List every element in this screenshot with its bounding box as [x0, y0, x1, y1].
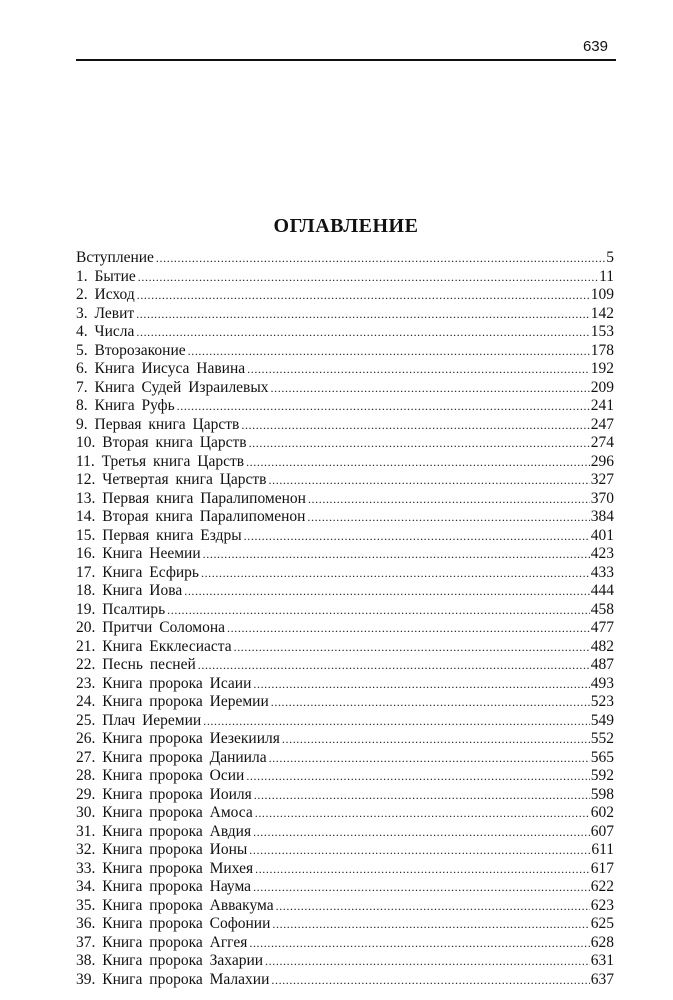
toc-entry-label: 21. Книга Екклесиаста [76, 637, 232, 655]
toc-dot-leader [307, 508, 589, 527]
toc-dot-leader [254, 786, 590, 805]
toc-dot-leader [308, 490, 590, 509]
toc-entry-label: 34. Книга пророка Наума [76, 878, 252, 895]
toc-entry-label: 39. Книга пророка Малахии [76, 970, 270, 988]
toc-entry-label: 19. Псалтирь [76, 600, 166, 618]
toc-entry-label: 25. Плач Иеремии [76, 711, 202, 729]
toc-dot-leader [269, 471, 590, 490]
toc-entry-page: 637 [590, 970, 614, 988]
toc-dot-leader [167, 601, 590, 620]
toc-dot-leader [234, 638, 590, 657]
toc-dot-leader [249, 841, 590, 860]
page-title: ОГЛАВЛЕНИЕ [273, 215, 419, 237]
toc-dot-leader [271, 379, 590, 398]
toc-entry-label: 4. Числа [76, 323, 135, 340]
toc-entry-page: 241 [590, 397, 614, 414]
toc-dot-leader [198, 656, 590, 675]
toc-entry-label: 2. Исход [76, 286, 135, 303]
toc-entry-page: 598 [590, 785, 614, 803]
toc-entry-page: 477 [590, 619, 614, 636]
toc-entry [76, 545, 614, 564]
page-number: 639 [582, 38, 608, 55]
toc-entry [76, 342, 614, 361]
toc-entry [76, 841, 614, 860]
toc-entry [76, 915, 614, 934]
toc-entry [76, 675, 614, 694]
toc-entry-page: 625 [590, 915, 614, 932]
toc-dot-leader [136, 323, 589, 342]
toc-entry [76, 971, 614, 990]
toc-entry [76, 268, 614, 287]
toc-entry-page: 209 [590, 378, 614, 396]
toc-entry-label: 29. Книга пророка Иоиля [76, 785, 252, 803]
toc-entry-label: 26. Книга пророка Иезекииля [76, 730, 280, 747]
toc-entry [76, 934, 614, 953]
toc-dot-leader [136, 305, 590, 324]
toc-entry-page: 370 [590, 489, 614, 507]
toc-entry-label: 17. Книга Есфирь [76, 563, 199, 581]
toc-entry [76, 712, 614, 731]
toc-entry [76, 823, 614, 842]
toc-entry-label: 23. Книга пророка Исаии [76, 674, 252, 692]
toc-dot-leader [253, 878, 590, 897]
toc-entry-label: 36. Книга пророка Софонии [76, 915, 271, 932]
toc-entry-page: 623 [590, 896, 614, 914]
toc-entry-label: 18. Книга Иова [76, 582, 183, 599]
toc-dot-leader [253, 823, 590, 842]
toc-dot-leader [227, 619, 590, 638]
toc-entry-page: 602 [590, 804, 614, 821]
toc-entry-label: 15. Первая книга Ездры [76, 526, 242, 544]
toc-entry [76, 249, 614, 268]
toc-dot-leader [282, 730, 590, 749]
toc-entry-label: 7. Книга Судей Израилевых [76, 378, 269, 396]
toc-entry [76, 286, 614, 305]
toc-entry-page: 5 [606, 249, 614, 266]
toc-dot-leader [203, 545, 590, 564]
toc-entry [76, 379, 614, 398]
toc-entry-label: 16. Книга Неемии [76, 545, 201, 562]
toc-entry-page: 153 [590, 323, 614, 340]
toc-entry [76, 601, 614, 620]
toc-entry [76, 471, 614, 490]
toc-dot-leader [265, 952, 590, 971]
toc-entry-page: 444 [590, 582, 614, 599]
toc-entry [76, 749, 614, 768]
toc-entry-page: 423 [590, 545, 614, 562]
toc-entry-page: 458 [590, 600, 614, 618]
toc-entry-page: 192 [590, 360, 614, 377]
toc-entry [76, 693, 614, 712]
toc-entry-label: Вступление [76, 249, 154, 266]
toc-entry-label: 8. Книга Руфь [76, 397, 175, 414]
toc-entry-page: 628 [590, 933, 614, 951]
toc-entry [76, 453, 614, 472]
toc-dot-leader [271, 971, 589, 990]
toc-dot-leader [177, 397, 590, 416]
toc-entry-label: 5. Второзаконие [76, 341, 186, 359]
toc-entry [76, 323, 614, 342]
toc-entry [76, 638, 614, 657]
toc-dot-leader [255, 804, 590, 823]
toc-entry [76, 564, 614, 583]
toc-entry-page: 493 [590, 674, 614, 692]
toc-dot-leader [246, 767, 589, 786]
toc-entry [76, 952, 614, 971]
toc-entry-label: 32. Книга пророка Ионы [76, 841, 248, 858]
toc-dot-leader [188, 342, 590, 361]
toc-entry [76, 416, 614, 435]
toc-entry [76, 360, 614, 379]
toc-entry-page: 401 [590, 526, 614, 544]
toc-entry-page: 617 [590, 859, 614, 877]
toc-dot-leader [241, 416, 589, 435]
toc-dot-leader [184, 582, 590, 601]
toc-entry-page: 565 [590, 748, 614, 766]
toc-entry-label: 28. Книга пророка Осии [76, 767, 245, 784]
toc-entry-page: 274 [590, 434, 614, 451]
toc-entry [76, 656, 614, 675]
toc-entry-page: 142 [590, 304, 614, 322]
toc-dot-leader [276, 897, 590, 916]
toc-dot-leader [156, 249, 605, 268]
toc-entry-label: 9. Первая книга Царств [76, 415, 240, 433]
toc-entry-page: 433 [590, 563, 614, 581]
toc-entry [76, 619, 614, 638]
toc-dot-leader [137, 286, 590, 305]
toc-entry-label: 13. Первая книга Паралипоменон [76, 489, 306, 507]
toc-entry-label: 20. Притчи Соломона [76, 619, 226, 636]
toc-entry [76, 878, 614, 897]
toc-entry-label: 3. Левит [76, 304, 135, 322]
table-of-contents [76, 249, 614, 989]
header-rule [76, 59, 616, 61]
toc-entry-page: 109 [590, 286, 614, 303]
toc-entry-page: 552 [590, 730, 614, 747]
toc-entry-label: 33. Книга пророка Михея [76, 859, 254, 877]
toc-entry-page: 247 [590, 415, 614, 433]
toc-entry [76, 305, 614, 324]
toc-entry-label: 11. Третья книга Царств [76, 452, 245, 470]
toc-entry-page: 384 [590, 508, 614, 525]
toc-entry [76, 860, 614, 879]
toc-entry [76, 897, 614, 916]
toc-entry-label: 1. Бытие [76, 267, 136, 285]
toc-entry-label: 14. Вторая книга Паралипоменон [76, 508, 306, 525]
toc-entry-page: 327 [590, 471, 614, 488]
toc-entry-page: 611 [591, 841, 614, 858]
toc-entry-label: 12. Четвертая книга Царств [76, 471, 267, 488]
toc-entry-page: 523 [590, 693, 614, 710]
toc-entry-label: 30. Книга пророка Амоса [76, 804, 253, 821]
toc-dot-leader [255, 860, 590, 879]
toc-entry [76, 786, 614, 805]
toc-entry [76, 508, 614, 527]
toc-entry-page: 592 [590, 767, 614, 784]
toc-entry-label: 24. Книга пророка Иеремии [76, 693, 269, 710]
toc-entry [76, 434, 614, 453]
toc-entry-label: 31. Книга пророка Авдия [76, 822, 252, 840]
toc-dot-leader [201, 564, 590, 583]
toc-dot-leader [203, 712, 590, 731]
toc-entry-label: 6. Книга Иисуса Навина [76, 360, 246, 377]
toc-entry-page: 622 [590, 878, 614, 895]
toc-entry-label: 10. Вторая книга Царств [76, 434, 247, 451]
toc-entry-page: 482 [590, 637, 614, 655]
toc-entry-label: 37. Книга пророка Аггея [76, 933, 248, 951]
toc-entry-label: 35. Книга пророка Аввакума [76, 896, 274, 914]
toc-dot-leader [249, 934, 589, 953]
toc-entry-page: 549 [590, 711, 614, 729]
toc-entry-label: 27. Книга пророка Даниила [76, 748, 267, 766]
toc-entry-page: 607 [590, 822, 614, 840]
toc-entry [76, 397, 614, 416]
toc-dot-leader [244, 527, 590, 546]
toc-entry-label: 38. Книга пророка Захарии [76, 952, 264, 969]
toc-entry [76, 490, 614, 509]
toc-dot-leader [249, 434, 590, 453]
toc-dot-leader [246, 453, 590, 472]
toc-dot-leader [271, 693, 590, 712]
toc-entry-page: 296 [590, 452, 614, 470]
toc-dot-leader [247, 360, 590, 379]
toc-entry-page: 631 [590, 952, 614, 969]
toc-entry [76, 804, 614, 823]
toc-entry-page: 11 [599, 267, 614, 285]
toc-entry-label: 22. Песнь песней [76, 656, 196, 673]
toc-entry [76, 582, 614, 601]
toc-entry-page: 178 [590, 341, 614, 359]
toc-entry-page: 487 [590, 656, 614, 673]
toc-entry [76, 730, 614, 749]
toc-dot-leader [138, 268, 598, 287]
toc-entry [76, 527, 614, 546]
toc-dot-leader [253, 675, 589, 694]
toc-entry [76, 767, 614, 786]
toc-dot-leader [272, 915, 589, 934]
toc-dot-leader [269, 749, 590, 768]
